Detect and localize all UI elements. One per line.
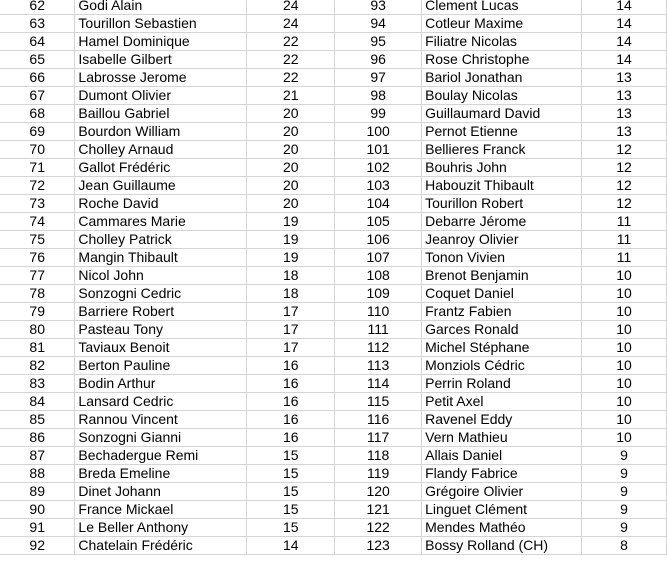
name-cell[interactable]: Mendes Mathéo: [422, 519, 582, 537]
points-cell[interactable]: 22: [247, 51, 335, 69]
table-row: [0, 123, 667, 141]
points-cell[interactable]: 9: [582, 483, 667, 501]
name-cell[interactable]: Clement Lucas: [422, 0, 582, 15]
name-cell[interactable]: Taviaux Benoit: [75, 339, 247, 357]
name-cell[interactable]: Barriere Robert: [75, 303, 247, 321]
name-cell[interactable]: Godi Alain: [75, 0, 247, 15]
points-cell[interactable]: 11: [582, 231, 667, 249]
name-cell[interactable]: Breda Emeline: [75, 465, 247, 483]
rank-cell[interactable]: 63: [0, 15, 75, 33]
rank-cell[interactable]: 72: [0, 177, 75, 195]
name-cell[interactable]: Allais Daniel: [422, 447, 582, 465]
name-cell[interactable]: Rannou Vincent: [75, 411, 247, 429]
points-cell[interactable]: 13: [582, 123, 667, 141]
table-row: [0, 87, 667, 105]
name-cell[interactable]: Tourillon Sebastien: [75, 15, 247, 33]
name-cell[interactable]: Linguet Clément: [422, 501, 582, 519]
points-cell[interactable]: 21: [247, 87, 335, 105]
points-cell[interactable]: 8: [582, 537, 667, 555]
rank-cell[interactable]: 105: [335, 213, 422, 231]
points-cell[interactable]: 16: [247, 375, 335, 393]
name-cell[interactable]: Labrosse Jerome: [75, 69, 247, 87]
points-cell[interactable]: 10: [582, 321, 667, 339]
rank-cell[interactable]: 112: [335, 339, 422, 357]
rank-cell[interactable]: 79: [0, 303, 75, 321]
name-cell[interactable]: Lansard Cedric: [75, 393, 247, 411]
name-cell[interactable]: Tonon Vivien: [422, 249, 582, 267]
name-cell[interactable]: Dumont Olivier: [75, 87, 247, 105]
rank-cell[interactable]: 71: [0, 159, 75, 177]
rank-cell[interactable]: 65: [0, 51, 75, 69]
table-row: [0, 447, 667, 465]
name-cell[interactable]: Pasteau Tony: [75, 321, 247, 339]
rank-cell[interactable]: 100: [335, 123, 422, 141]
points-cell[interactable]: 20: [247, 159, 335, 177]
points-cell[interactable]: 15: [247, 501, 335, 519]
points-cell[interactable]: 20: [247, 177, 335, 195]
name-cell[interactable]: Bossy Rolland (CH): [422, 537, 582, 555]
name-cell[interactable]: Gallot Frédéric: [75, 159, 247, 177]
name-cell[interactable]: Cammares Marie: [75, 213, 247, 231]
table-row: [0, 483, 667, 501]
rank-cell[interactable]: 66: [0, 69, 75, 87]
table-row: [0, 357, 667, 375]
name-cell[interactable]: Bodin Arthur: [75, 375, 247, 393]
table-row: [0, 465, 667, 483]
points-cell[interactable]: 16: [247, 429, 335, 447]
name-cell[interactable]: Boulay Nicolas: [422, 87, 582, 105]
table-row: [0, 51, 667, 69]
points-cell[interactable]: 10: [582, 375, 667, 393]
name-cell[interactable]: Bellieres Franck: [422, 141, 582, 159]
rank-cell[interactable]: 92: [0, 537, 75, 555]
rank-cell[interactable]: 89: [0, 483, 75, 501]
rank-cell[interactable]: 84: [0, 393, 75, 411]
rank-cell[interactable]: 95: [335, 33, 422, 51]
rank-cell[interactable]: 82: [0, 357, 75, 375]
points-cell[interactable]: 9: [582, 519, 667, 537]
points-cell[interactable]: 16: [247, 393, 335, 411]
name-cell[interactable]: Jeanroy Olivier: [422, 231, 582, 249]
table-row: [0, 537, 667, 555]
points-cell[interactable]: 16: [247, 357, 335, 375]
points-cell[interactable]: 18: [247, 285, 335, 303]
rank-cell[interactable]: 117: [335, 429, 422, 447]
rank-cell[interactable]: 70: [0, 141, 75, 159]
rank-cell[interactable]: 97: [335, 69, 422, 87]
rank-cell[interactable]: 108: [335, 267, 422, 285]
rank-cell[interactable]: 119: [335, 465, 422, 483]
points-cell[interactable]: 11: [582, 249, 667, 267]
name-cell[interactable]: France Mickael: [75, 501, 247, 519]
table-row: [0, 0, 667, 15]
name-cell[interactable]: Habouzit Thibault: [422, 177, 582, 195]
rank-cell[interactable]: 93: [335, 0, 422, 15]
points-cell[interactable]: 14: [582, 51, 667, 69]
points-cell[interactable]: 15: [247, 447, 335, 465]
name-cell[interactable]: Petit Axel: [422, 393, 582, 411]
name-cell[interactable]: Guillaumard David: [422, 105, 582, 123]
table-row: [0, 213, 667, 231]
name-cell[interactable]: Ravenel Eddy: [422, 411, 582, 429]
name-cell[interactable]: Cholley Patrick: [75, 231, 247, 249]
points-cell[interactable]: 15: [247, 483, 335, 501]
rank-cell[interactable]: 123: [335, 537, 422, 555]
table-row: [0, 15, 667, 33]
name-cell[interactable]: Monziols Cédric: [422, 357, 582, 375]
points-cell[interactable]: 12: [582, 141, 667, 159]
rank-cell[interactable]: 102: [335, 159, 422, 177]
rank-cell[interactable]: 107: [335, 249, 422, 267]
points-cell[interactable]: 16: [247, 411, 335, 429]
points-cell[interactable]: 13: [582, 105, 667, 123]
points-cell[interactable]: 10: [582, 267, 667, 285]
points-cell[interactable]: 19: [247, 249, 335, 267]
name-cell[interactable]: Cholley Arnaud: [75, 141, 247, 159]
rank-cell[interactable]: 111: [335, 321, 422, 339]
name-cell[interactable]: Filiatre Nicolas: [422, 33, 582, 51]
name-cell[interactable]: Perrin Roland: [422, 375, 582, 393]
name-cell[interactable]: Sonzogni Gianni: [75, 429, 247, 447]
rank-cell[interactable]: 94: [335, 15, 422, 33]
rank-cell[interactable]: 120: [335, 483, 422, 501]
points-cell[interactable]: 13: [582, 87, 667, 105]
rank-cell[interactable]: 78: [0, 285, 75, 303]
rank-cell[interactable]: 68: [0, 105, 75, 123]
rank-cell[interactable]: 109: [335, 285, 422, 303]
rank-cell[interactable]: 67: [0, 87, 75, 105]
table-row: [0, 267, 667, 285]
points-cell[interactable]: 9: [582, 465, 667, 483]
table-row: [0, 285, 667, 303]
points-cell[interactable]: 15: [247, 519, 335, 537]
points-cell[interactable]: 10: [582, 303, 667, 321]
points-cell[interactable]: 18: [247, 267, 335, 285]
table-row: [0, 177, 667, 195]
rank-cell[interactable]: 86: [0, 429, 75, 447]
table-row: [0, 375, 667, 393]
name-cell[interactable]: Chatelain Frédéric: [75, 537, 247, 555]
rank-cell[interactable]: 81: [0, 339, 75, 357]
points-cell[interactable]: 14: [247, 537, 335, 555]
name-cell[interactable]: Tourillon Robert: [422, 195, 582, 213]
table-row: [0, 141, 667, 159]
name-cell[interactable]: Bouhris John: [422, 159, 582, 177]
rank-cell[interactable]: 88: [0, 465, 75, 483]
rank-cell[interactable]: 114: [335, 375, 422, 393]
points-cell[interactable]: 22: [247, 33, 335, 51]
points-cell[interactable]: 9: [582, 447, 667, 465]
rank-cell[interactable]: 77: [0, 267, 75, 285]
points-cell[interactable]: 24: [247, 0, 335, 15]
name-cell[interactable]: Flandy Fabrice: [422, 465, 582, 483]
rank-cell[interactable]: 96: [335, 51, 422, 69]
rank-cell[interactable]: 74: [0, 213, 75, 231]
rank-cell[interactable]: 110: [335, 303, 422, 321]
points-cell[interactable]: 22: [247, 69, 335, 87]
rank-cell[interactable]: 118: [335, 447, 422, 465]
points-cell[interactable]: 12: [582, 177, 667, 195]
table-row: [0, 519, 667, 537]
rank-cell[interactable]: 69: [0, 123, 75, 141]
name-cell[interactable]: Baillou Gabriel: [75, 105, 247, 123]
points-cell[interactable]: 13: [582, 69, 667, 87]
table-row: [0, 249, 667, 267]
table-row: [0, 159, 667, 177]
rank-cell[interactable]: 73: [0, 195, 75, 213]
table-row: [0, 429, 667, 447]
name-cell[interactable]: Pernot Etienne: [422, 123, 582, 141]
points-cell[interactable]: 9: [582, 501, 667, 519]
rank-cell[interactable]: 106: [335, 231, 422, 249]
name-cell[interactable]: Bechadergue Remi: [75, 447, 247, 465]
rank-cell[interactable]: 116: [335, 411, 422, 429]
rank-cell[interactable]: 113: [335, 357, 422, 375]
points-cell[interactable]: 14: [582, 15, 667, 33]
name-cell[interactable]: Dinet Johann: [75, 483, 247, 501]
points-cell[interactable]: 17: [247, 303, 335, 321]
table-row: [0, 303, 667, 321]
name-cell[interactable]: Bariol Jonathan: [422, 69, 582, 87]
rank-cell[interactable]: 62: [0, 0, 75, 15]
name-cell[interactable]: Sonzogni Cedric: [75, 285, 247, 303]
name-cell[interactable]: Mangin Thibault: [75, 249, 247, 267]
table-row: [0, 231, 667, 249]
rank-cell[interactable]: 115: [335, 393, 422, 411]
table-row: [0, 501, 667, 519]
rank-cell[interactable]: 101: [335, 141, 422, 159]
table-row: [0, 321, 667, 339]
points-cell[interactable]: 10: [582, 339, 667, 357]
points-cell[interactable]: 11: [582, 213, 667, 231]
name-cell[interactable]: Debarre Jérome: [422, 213, 582, 231]
points-cell[interactable]: 14: [582, 0, 667, 15]
points-cell[interactable]: 19: [247, 231, 335, 249]
table-row: [0, 69, 667, 87]
name-cell[interactable]: Brenot Benjamin: [422, 267, 582, 285]
rank-cell[interactable]: 98: [335, 87, 422, 105]
name-cell[interactable]: Hamel Dominique: [75, 33, 247, 51]
table-row: [0, 33, 667, 51]
points-cell[interactable]: 17: [247, 321, 335, 339]
points-cell[interactable]: 10: [582, 393, 667, 411]
rank-cell[interactable]: 83: [0, 375, 75, 393]
rank-cell[interactable]: 90: [0, 501, 75, 519]
points-cell[interactable]: 10: [582, 429, 667, 447]
name-cell[interactable]: Coquet Daniel: [422, 285, 582, 303]
table-row: [0, 195, 667, 213]
table-row: [0, 411, 667, 429]
name-cell[interactable]: Bourdon William: [75, 123, 247, 141]
points-cell[interactable]: 17: [247, 339, 335, 357]
rank-cell[interactable]: 80: [0, 321, 75, 339]
name-cell[interactable]: Garces Ronald: [422, 321, 582, 339]
rank-cell[interactable]: 76: [0, 249, 75, 267]
table-row: [0, 339, 667, 357]
name-cell[interactable]: Jean Guillaume: [75, 177, 247, 195]
name-cell[interactable]: Nicol John: [75, 267, 247, 285]
name-cell[interactable]: Le Beller Anthony: [75, 519, 247, 537]
points-cell[interactable]: 14: [582, 33, 667, 51]
rank-cell[interactable]: 121: [335, 501, 422, 519]
points-cell[interactable]: 20: [247, 141, 335, 159]
rank-cell[interactable]: 85: [0, 411, 75, 429]
points-cell[interactable]: 20: [247, 123, 335, 141]
points-cell[interactable]: 19: [247, 213, 335, 231]
points-cell[interactable]: 20: [247, 105, 335, 123]
rank-cell[interactable]: 104: [335, 195, 422, 213]
table-row: [0, 393, 667, 411]
points-cell[interactable]: 10: [582, 357, 667, 375]
points-cell[interactable]: 20: [247, 195, 335, 213]
points-cell[interactable]: 10: [582, 411, 667, 429]
points-cell[interactable]: 12: [582, 159, 667, 177]
name-cell[interactable]: Michel Stéphane: [422, 339, 582, 357]
points-cell[interactable]: 10: [582, 285, 667, 303]
name-cell[interactable]: Berton Pauline: [75, 357, 247, 375]
points-cell[interactable]: 12: [582, 195, 667, 213]
name-cell[interactable]: Grégoire Olivier: [422, 483, 582, 501]
name-cell[interactable]: Isabelle Gilbert: [75, 51, 247, 69]
rank-cell[interactable]: 99: [335, 105, 422, 123]
rank-cell[interactable]: 87: [0, 447, 75, 465]
rank-cell[interactable]: 91: [0, 519, 75, 537]
rank-cell[interactable]: 75: [0, 231, 75, 249]
name-cell[interactable]: Cotleur Maxime: [422, 15, 582, 33]
rank-cell[interactable]: 122: [335, 519, 422, 537]
name-cell[interactable]: Rose Christophe: [422, 51, 582, 69]
points-cell[interactable]: 24: [247, 15, 335, 33]
name-cell[interactable]: Frantz Fabien: [422, 303, 582, 321]
rank-cell[interactable]: 103: [335, 177, 422, 195]
table-row: [0, 105, 667, 123]
points-cell[interactable]: 15: [247, 465, 335, 483]
name-cell[interactable]: Roche David: [75, 195, 247, 213]
name-cell[interactable]: Vern Mathieu: [422, 429, 582, 447]
rank-cell[interactable]: 64: [0, 33, 75, 51]
